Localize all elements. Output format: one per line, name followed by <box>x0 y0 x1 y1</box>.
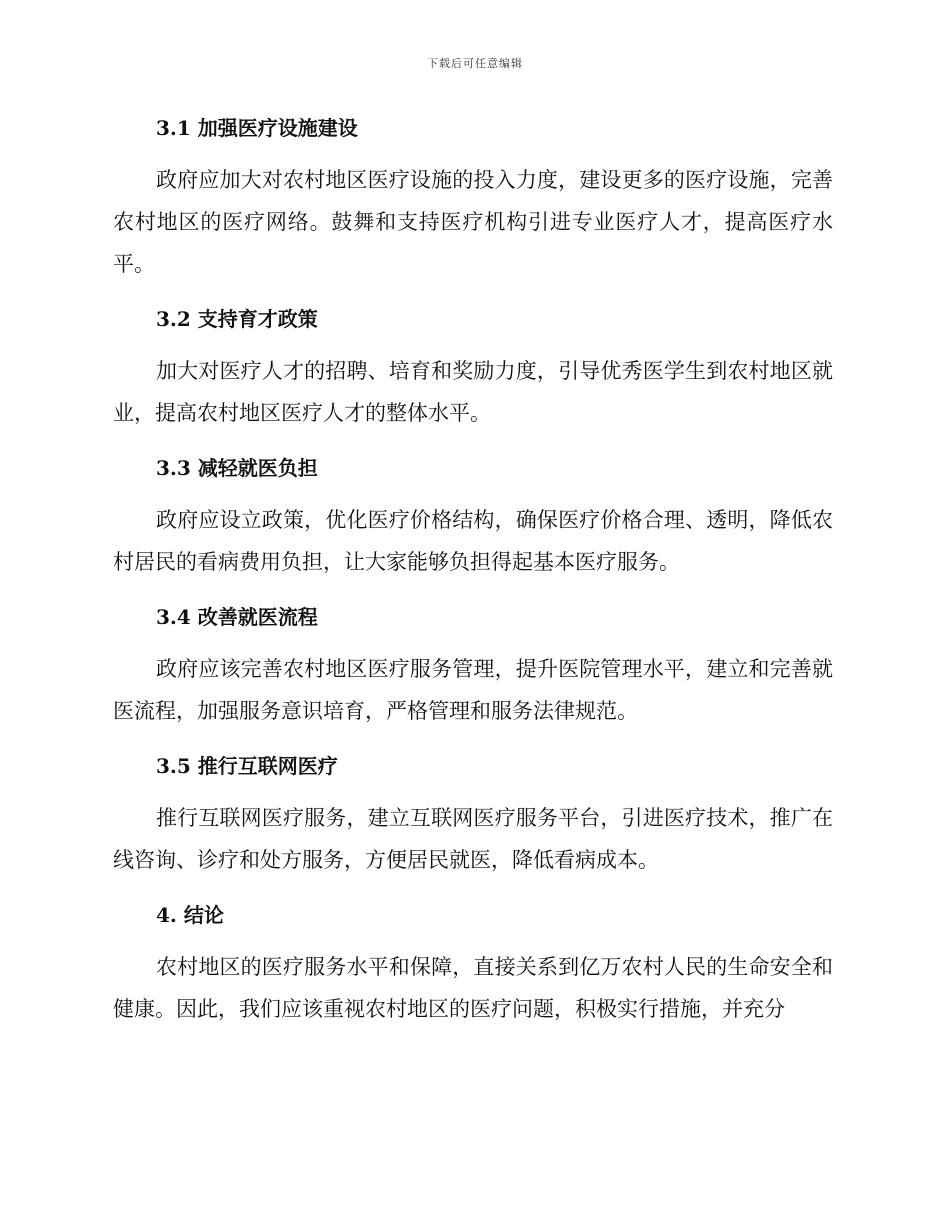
page-header-note: 下载后可任意编辑 <box>427 57 523 70</box>
section-paragraph-3-4: 政府应该完善农村地区医疗服务管理，提升医院管理水平，建立和完善就医流程，加强服务意识培育，严格管理和服务法律规范。 <box>113 657 833 723</box>
document-body <box>113 108 833 1044</box>
section-paragraph-3-5: 推行互联网医疗服务，建立互联网医疗服务平台，引进医疗技术，推广在线咨询、诊疗和处方服务，方便居民就医，降低看病成本。 <box>113 806 833 872</box>
section-heading-3-3: 3.3 减轻就医负担 <box>156 456 318 480</box>
section-paragraph-3-3: 政府应设立政策，优化医疗价格结构，确保医疗价格合理、透明，降低农村居民的看病费用负担，让大家能够负担得起基本医疗服务。 <box>113 508 833 574</box>
section-paragraph-3-1: 政府应加大对农村地区医疗设施的投入力度，建设更多的医疗设施，完善农村地区的医疗网络。鼓舞和支持医疗机构引进专业医疗人才，提高医疗水平。 <box>113 168 833 276</box>
section-heading-4: 4. 结论 <box>156 903 224 927</box>
section-heading-3-4: 3.4 改善就医流程 <box>156 605 318 629</box>
section-heading-3-2: 3.2 支持育才政策 <box>156 307 318 331</box>
section-paragraph-3-2: 加大对医疗人才的招聘、培育和奖励力度，引导优秀医学生到农村地区就业，提高农村地区医疗人才的整体水平。 <box>113 359 833 425</box>
section-paragraph-4: 农村地区的医疗服务水平和保障，直接关系到亿万农村人民的生命安全和健康。因此，我们应该重视农村地区的医疗问题，积极实行措施，并充分 <box>113 955 833 1021</box>
section-heading-3-5: 3.5 推行互联网医疗 <box>156 754 338 778</box>
section-heading-3-1: 3.1 加强医疗设施建设 <box>156 116 358 140</box>
